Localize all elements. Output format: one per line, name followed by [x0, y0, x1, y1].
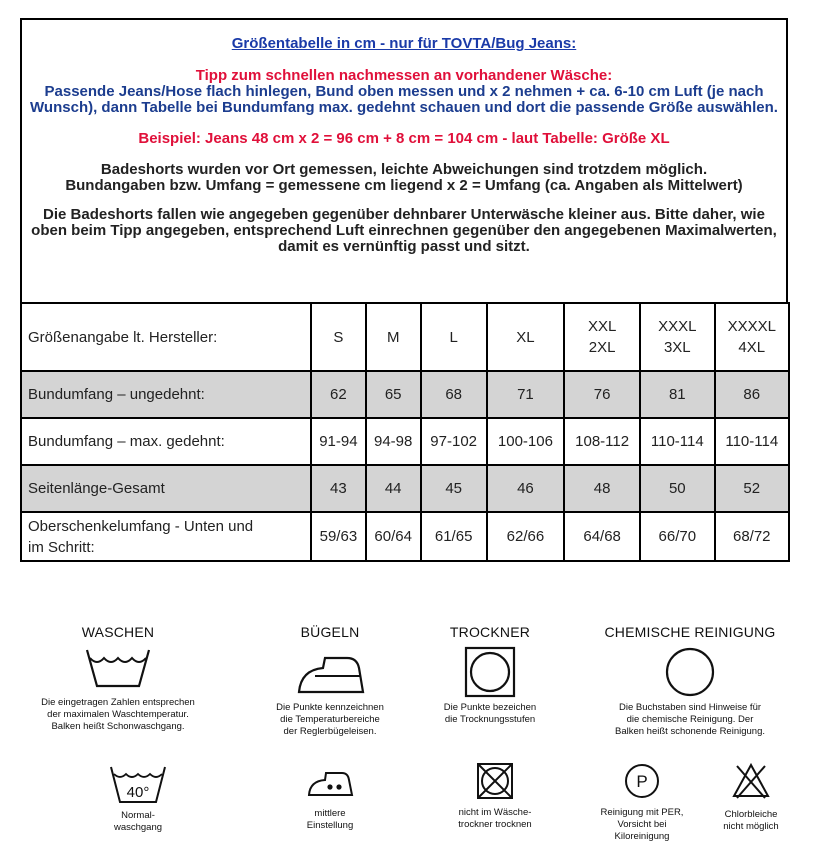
- value-cell: 97-102: [421, 418, 487, 465]
- size-cell: S: [311, 303, 366, 371]
- iron-medium-icon: [306, 770, 354, 798]
- note-waist: Bundangaben bzw. Umfang = gemessene cm liegend x 2 = Umfang (ca. Angaben als Mittelwert): [65, 177, 743, 194]
- size-cell: XXXXL 4XL: [715, 303, 789, 371]
- care-iron-medium: [280, 770, 380, 832]
- care-no-bleach: [706, 762, 796, 833]
- value-cell: 45: [421, 465, 487, 512]
- value-cell: 100-106: [487, 418, 564, 465]
- value-cell: 71: [487, 371, 564, 418]
- care-desc: die Temperaturbereiche: [280, 714, 380, 725]
- care-desc: die Trocknungsstufen: [444, 714, 536, 725]
- care-chemisch: [582, 624, 798, 738]
- care-desc: Die Punkte bezeichen: [443, 702, 537, 713]
- note-fit: Die Badeshorts fallen wie angegeben gegenüber dehnbarer Unterwäsche kleiner aus. Bitte daher, wie oben beim Tipp angegeben, entsprechend Luft einrechnen gegenüber den angegebenen Maximalwerten, damit es vernünftig passt und sitzt.: [31, 206, 777, 255]
- tumble-dryer-icon: [464, 646, 516, 698]
- value-cell: 60/64: [366, 512, 421, 561]
- care-desc: Die Punkte kennzeichnen: [276, 702, 384, 713]
- tip-text: Passende Jeans/Hose flach hinlegen, Bund oben messen und x 2 nehmen + ca. 6-10 cm Luft (je nach Wunsch), dann Tabelle bei Bundumfang max. gedehnt schauen und dort die passende Größe auswählen.: [30, 83, 778, 116]
- care-desc: Einstellung: [306, 820, 354, 831]
- value-cell: 91-94: [311, 418, 366, 465]
- care-desc: nicht im Wäsche-: [458, 807, 532, 818]
- value-cell: 64/68: [564, 512, 640, 561]
- value-cell: 110-114: [715, 418, 789, 465]
- wash-40-icon: [108, 764, 168, 804]
- value-cell: 52: [715, 465, 789, 512]
- care-desc: Die eingetragen Zahlen entsprechen: [41, 697, 195, 708]
- size-header-label: Größenangabe lt. Hersteller:: [21, 303, 311, 371]
- care-per: [582, 762, 702, 843]
- value-cell: 81: [640, 371, 714, 418]
- table-row: [21, 465, 789, 512]
- care-desc: mittlere: [314, 808, 346, 819]
- value-cell: 94-98: [366, 418, 421, 465]
- care-desc: Kiloreinigung: [614, 831, 670, 842]
- value-cell: 76: [564, 371, 640, 418]
- care-trockner: [420, 624, 560, 726]
- wash-tub-icon: [83, 646, 153, 688]
- care-desc: Chlorbleiche: [724, 809, 778, 820]
- value-cell: 68: [421, 371, 487, 418]
- value-cell: 48: [564, 465, 640, 512]
- dry-clean-p-icon: [623, 762, 661, 800]
- value-cell: 43: [311, 465, 366, 512]
- care-buegeln: [250, 624, 410, 738]
- value-cell: 46: [487, 465, 564, 512]
- care-desc: Die Buchstaben sind Hinweise für: [618, 702, 762, 713]
- row-label: Oberschenkelumfang - Unten und im Schritt:: [21, 512, 311, 561]
- value-cell: 62/66: [487, 512, 564, 561]
- row-label: Bundumfang – max. gedehnt:: [21, 418, 311, 465]
- care-wash-40: [88, 764, 188, 834]
- value-cell: 62: [311, 371, 366, 418]
- value-cell: 59/63: [311, 512, 366, 561]
- dry-clean-circle-icon: [664, 646, 716, 698]
- table-row: [21, 512, 789, 561]
- care-no-dryer: [425, 762, 565, 831]
- value-cell: 50: [640, 465, 714, 512]
- tip-heading: Tipp zum schnellen nachmessen an vorhandener Wäsche:: [195, 67, 613, 84]
- size-cell: XL: [487, 303, 564, 371]
- size-chart-header: [20, 18, 788, 302]
- size-cell: L: [421, 303, 487, 371]
- size-cell: XXXL 3XL: [640, 303, 714, 371]
- size-table: [20, 302, 790, 562]
- care-desc: Normal-: [121, 810, 155, 821]
- care-title: BÜGELN: [300, 624, 360, 640]
- iron-icon: [295, 654, 365, 696]
- value-cell: 61/65: [421, 512, 487, 561]
- care-desc: der maximalen Waschtemperatur.: [47, 709, 189, 720]
- value-cell: 68/72: [715, 512, 789, 561]
- row-label: Seitenlänge-Gesamt: [21, 465, 311, 512]
- no-bleach-icon: [731, 762, 771, 800]
- size-cell: XXL 2XL: [564, 303, 640, 371]
- size-cell: M: [366, 303, 421, 371]
- note-measured: Badeshorts wurden vor Ort gemessen, leichte Abweichungen sind trotzdem möglich.: [100, 161, 708, 178]
- care-desc: der Reglerbügeleisen.: [283, 726, 377, 737]
- care-desc: Balken heißt Schonwaschgang.: [51, 721, 185, 732]
- care-title: TROCKNER: [449, 624, 531, 640]
- size-header-row: [21, 303, 789, 371]
- care-waschen: [18, 624, 218, 733]
- chart-title: Größentabelle in cm - nur für TOVTA/Bug Jeans:: [231, 35, 577, 52]
- care-desc: die chemische Reinigung. Der: [626, 714, 754, 725]
- value-cell: 65: [366, 371, 421, 418]
- care-title: CHEMISCHE REINIGUNG: [604, 624, 776, 640]
- value-cell: 44: [366, 465, 421, 512]
- example-text: Beispiel: Jeans 48 cm x 2 = 96 cm + 8 cm = 104 cm - laut Tabelle: Größe XL: [138, 130, 670, 147]
- table-row: [21, 418, 789, 465]
- care-title: WASCHEN: [81, 624, 155, 640]
- row-label: Bundumfang – ungedehnt:: [21, 371, 311, 418]
- care-desc: nicht möglich: [723, 821, 779, 832]
- value-cell: 108-112: [564, 418, 640, 465]
- care-desc: Vorsicht bei: [617, 819, 667, 830]
- care-desc: Reinigung mit PER,: [600, 807, 684, 818]
- value-cell: 66/70: [640, 512, 714, 561]
- no-tumble-dry-icon: [476, 762, 514, 800]
- care-desc: trockner trocknen: [458, 819, 532, 830]
- care-desc: Balken heißt schonende Reinigung.: [615, 726, 765, 737]
- dry-clean-letter: P: [636, 772, 648, 791]
- care-desc: waschgang: [113, 822, 163, 833]
- value-cell: 110-114: [640, 418, 714, 465]
- wash-temperature: 40°: [126, 784, 150, 801]
- table-row: [21, 371, 789, 418]
- value-cell: 86: [715, 371, 789, 418]
